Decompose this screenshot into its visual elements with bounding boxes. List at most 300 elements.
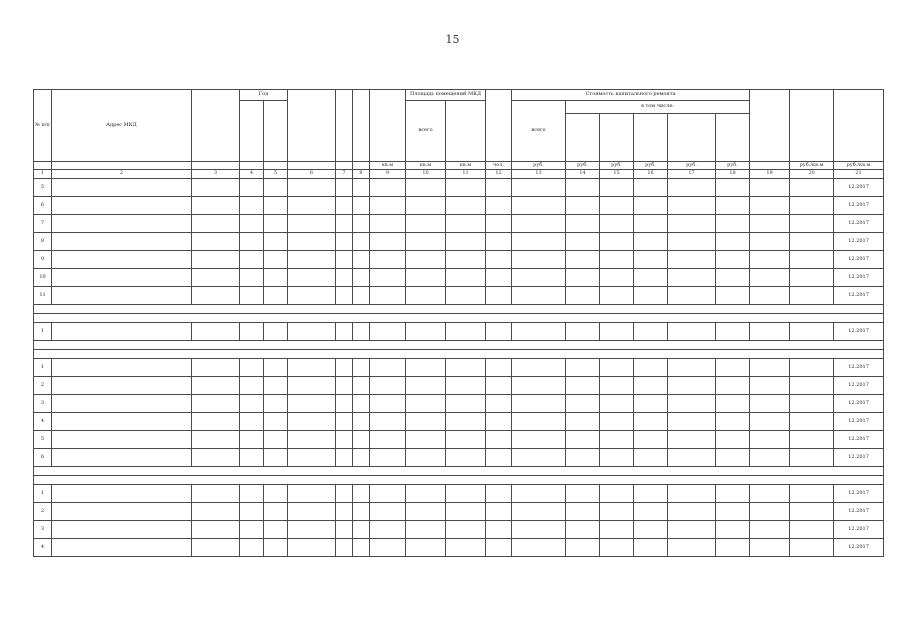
col-num: 6 (288, 170, 336, 179)
cell (52, 197, 192, 215)
cell (52, 269, 192, 287)
cell (370, 503, 406, 521)
cell (52, 215, 192, 233)
cell (668, 539, 716, 557)
cell (240, 539, 264, 557)
cell (336, 521, 353, 539)
cell-no: 4 (34, 413, 52, 431)
cell (600, 287, 634, 305)
cell-no: 2 (34, 503, 52, 521)
cell (512, 233, 566, 251)
cell (353, 449, 370, 467)
cell (668, 179, 716, 197)
cell (406, 539, 446, 557)
cell (353, 377, 370, 395)
cell (634, 503, 668, 521)
cell (600, 251, 634, 269)
cell (790, 233, 834, 251)
cell (790, 215, 834, 233)
col-num: 7 (336, 170, 353, 179)
header-area: Площадь помещений МКД (406, 90, 486, 101)
cell (370, 521, 406, 539)
cell (790, 395, 834, 413)
cell (750, 377, 790, 395)
cell (406, 251, 446, 269)
cell (790, 359, 834, 377)
summary-row (34, 476, 884, 485)
cell (406, 179, 446, 197)
cell (336, 539, 353, 557)
cell (353, 431, 370, 449)
cell (192, 287, 240, 305)
cell (406, 431, 446, 449)
cell (600, 179, 634, 197)
cell (600, 197, 634, 215)
cell (716, 233, 750, 251)
cell (600, 431, 634, 449)
cell (790, 197, 834, 215)
cell (240, 359, 264, 377)
cell (790, 521, 834, 539)
cell (406, 377, 446, 395)
cell (790, 251, 834, 269)
unit-cell: руб. (634, 162, 668, 170)
cell (668, 449, 716, 467)
cell (446, 377, 486, 395)
col-num: 10 (406, 170, 446, 179)
cell (288, 377, 336, 395)
cell (512, 431, 566, 449)
cell-year: 12.2017 (834, 269, 884, 287)
cell (446, 413, 486, 431)
summary-row (34, 305, 884, 314)
cell-year: 12.2017 (834, 395, 884, 413)
cell (192, 449, 240, 467)
cell (240, 287, 264, 305)
cell-no: 5 (34, 179, 52, 197)
unit-cell: руб./кв.м (790, 162, 834, 170)
cell (288, 287, 336, 305)
cell (716, 431, 750, 449)
cell (192, 539, 240, 557)
cell (52, 377, 192, 395)
cell (264, 233, 288, 251)
cell (668, 323, 716, 341)
cell (240, 503, 264, 521)
cell (566, 287, 600, 305)
cell (566, 197, 600, 215)
cell (336, 395, 353, 413)
cell (353, 323, 370, 341)
cell (353, 485, 370, 503)
cell (336, 503, 353, 521)
cell (486, 377, 512, 395)
unit-cell: кв.м (406, 162, 446, 170)
unit-cell: руб. (600, 162, 634, 170)
cell (52, 413, 192, 431)
column-numbers-row (34, 170, 884, 179)
cell (52, 323, 192, 341)
cell-year: 12.2017 (834, 521, 884, 539)
cell (790, 179, 834, 197)
cell (406, 413, 446, 431)
header-col-21 (834, 90, 884, 162)
cell (192, 251, 240, 269)
cell (790, 287, 834, 305)
cell (486, 251, 512, 269)
cell (264, 269, 288, 287)
cell (370, 377, 406, 395)
cell-no: 2 (34, 377, 52, 395)
cell (486, 323, 512, 341)
table-row (34, 377, 884, 395)
header-col-3 (192, 90, 240, 162)
cell (600, 485, 634, 503)
cell (353, 197, 370, 215)
cell (486, 521, 512, 539)
cell (512, 323, 566, 341)
cell (512, 503, 566, 521)
cell (446, 251, 486, 269)
col-num: 1 (34, 170, 52, 179)
cell (512, 179, 566, 197)
cell (192, 215, 240, 233)
cell (668, 269, 716, 287)
cell-year: 12.2017 (834, 197, 884, 215)
cell (566, 503, 600, 521)
summary-row (34, 467, 884, 476)
cell (406, 215, 446, 233)
cell (406, 323, 446, 341)
table-row (34, 413, 884, 431)
table-body-c (34, 359, 884, 467)
cell-year: 12.2017 (834, 233, 884, 251)
header-col-11 (446, 101, 486, 162)
cell (790, 377, 834, 395)
cell (370, 485, 406, 503)
cell-no: 5 (34, 431, 52, 449)
cell (634, 269, 668, 287)
cell (288, 233, 336, 251)
cell (634, 539, 668, 557)
cell (336, 179, 353, 197)
cell (600, 539, 634, 557)
cell (600, 359, 634, 377)
cell (446, 503, 486, 521)
cell (192, 431, 240, 449)
cell (512, 521, 566, 539)
cell (264, 359, 288, 377)
cell (600, 269, 634, 287)
cell (750, 413, 790, 431)
cell (264, 503, 288, 521)
cell (336, 251, 353, 269)
cell (240, 377, 264, 395)
cell (353, 179, 370, 197)
cell (750, 269, 790, 287)
cell (353, 503, 370, 521)
cell (716, 521, 750, 539)
cell (336, 215, 353, 233)
cell (512, 359, 566, 377)
cell (750, 287, 790, 305)
cell (486, 215, 512, 233)
cell (566, 431, 600, 449)
col-num: 15 (600, 170, 634, 179)
header-col-8 (353, 90, 370, 162)
cell (446, 215, 486, 233)
col-num: 17 (668, 170, 716, 179)
cell-year: 12.2017 (834, 413, 884, 431)
cell (336, 197, 353, 215)
cell (192, 269, 240, 287)
cell (240, 323, 264, 341)
cell (750, 449, 790, 467)
cell (790, 413, 834, 431)
cell (52, 395, 192, 413)
cell (370, 359, 406, 377)
cell-no: 10 (34, 269, 52, 287)
cell (336, 287, 353, 305)
cell-no: 3 (34, 395, 52, 413)
cell (566, 395, 600, 413)
cell (600, 215, 634, 233)
unit-cell: руб. (512, 162, 566, 170)
header-col-16 (634, 114, 668, 162)
cell (512, 197, 566, 215)
cell-no: 6 (34, 197, 52, 215)
col-num: 8 (353, 170, 370, 179)
summary-row (34, 314, 884, 323)
cell (52, 251, 192, 269)
cell (486, 431, 512, 449)
cell (336, 485, 353, 503)
cell (288, 503, 336, 521)
cell (446, 359, 486, 377)
cell (600, 395, 634, 413)
cell (370, 269, 406, 287)
cell-year: 12.2017 (834, 251, 884, 269)
cell (264, 449, 288, 467)
cell (512, 251, 566, 269)
cell (634, 215, 668, 233)
col-num: 13 (512, 170, 566, 179)
cell (370, 233, 406, 251)
cell (353, 359, 370, 377)
cell (264, 377, 288, 395)
cell (192, 503, 240, 521)
cell (486, 359, 512, 377)
cell (264, 485, 288, 503)
cell (486, 269, 512, 287)
col-num: 18 (716, 170, 750, 179)
col-num: 11 (446, 170, 486, 179)
cell (370, 287, 406, 305)
cell (790, 323, 834, 341)
cell (668, 377, 716, 395)
header-col-20 (790, 90, 834, 162)
cell (634, 377, 668, 395)
cell (790, 269, 834, 287)
cell (370, 251, 406, 269)
cell (716, 449, 750, 467)
cell (264, 197, 288, 215)
header-col-9 (370, 90, 406, 162)
cell-year: 12.2017 (834, 287, 884, 305)
cell (192, 395, 240, 413)
cell (716, 485, 750, 503)
cell (668, 215, 716, 233)
cell-no: 9 (34, 251, 52, 269)
cell (353, 539, 370, 557)
unit-cell: руб. (716, 162, 750, 170)
cell (406, 233, 446, 251)
cell (52, 449, 192, 467)
cell (634, 413, 668, 431)
cell (406, 485, 446, 503)
cell (668, 395, 716, 413)
cell (566, 413, 600, 431)
cell (790, 449, 834, 467)
unit-cell: кв.м (446, 162, 486, 170)
unit-cell: руб. (566, 162, 600, 170)
cell (716, 323, 750, 341)
cell (716, 251, 750, 269)
header-row-1 (34, 90, 884, 101)
cell (668, 413, 716, 431)
cell (288, 251, 336, 269)
cell (486, 179, 512, 197)
cell (52, 539, 192, 557)
cell (750, 215, 790, 233)
table-body-a (34, 179, 884, 305)
cell (446, 197, 486, 215)
cell (336, 413, 353, 431)
cell (336, 431, 353, 449)
cell (512, 269, 566, 287)
table-row (34, 449, 884, 467)
cell (406, 521, 446, 539)
cell (750, 359, 790, 377)
repair-register-table (33, 89, 884, 557)
cell (486, 395, 512, 413)
cell (566, 215, 600, 233)
table-row (34, 215, 884, 233)
cell-year: 12.2017 (834, 503, 884, 521)
cell (240, 251, 264, 269)
cell (566, 521, 600, 539)
cell (370, 539, 406, 557)
cell (370, 197, 406, 215)
cell (716, 377, 750, 395)
cell (288, 485, 336, 503)
cell (192, 323, 240, 341)
cell (634, 251, 668, 269)
cell (264, 539, 288, 557)
cell (566, 323, 600, 341)
cell (566, 179, 600, 197)
cell (634, 395, 668, 413)
cell (750, 179, 790, 197)
header-col-7 (336, 90, 353, 162)
cell (668, 521, 716, 539)
cell (600, 503, 634, 521)
cell (370, 413, 406, 431)
cell (288, 449, 336, 467)
cell-no: 8 (34, 233, 52, 251)
cell (486, 197, 512, 215)
cell (716, 503, 750, 521)
cell (512, 413, 566, 431)
cell (192, 197, 240, 215)
cell (52, 521, 192, 539)
cell (634, 233, 668, 251)
header-area-total: всего (406, 101, 446, 162)
cell (446, 179, 486, 197)
cell (288, 323, 336, 341)
cell-no: 4 (34, 539, 52, 557)
cell (486, 539, 512, 557)
table-row (34, 179, 884, 197)
cell (716, 215, 750, 233)
cell (288, 395, 336, 413)
header-cost-total: всего (512, 101, 566, 162)
table-row (34, 233, 884, 251)
cell (446, 233, 486, 251)
cell (512, 215, 566, 233)
cell (634, 431, 668, 449)
cell (264, 413, 288, 431)
cell (750, 233, 790, 251)
col-num: 3 (192, 170, 240, 179)
table-row (34, 521, 884, 539)
cell (600, 233, 634, 251)
table-row (34, 287, 884, 305)
cell (52, 485, 192, 503)
cell (240, 521, 264, 539)
cell (406, 359, 446, 377)
cell (600, 413, 634, 431)
cell (750, 197, 790, 215)
cell (240, 269, 264, 287)
cell (668, 287, 716, 305)
cell (240, 215, 264, 233)
table-row (34, 395, 884, 413)
cell (446, 269, 486, 287)
header-cost-sub: в том числе: (566, 101, 750, 114)
cell (486, 449, 512, 467)
cell (668, 251, 716, 269)
header-col-15 (600, 114, 634, 162)
cell (370, 323, 406, 341)
cell (634, 323, 668, 341)
header-col-14 (566, 114, 600, 162)
cell (406, 287, 446, 305)
cell (486, 287, 512, 305)
col-num: 4 (240, 170, 264, 179)
cell (512, 539, 566, 557)
cell (716, 179, 750, 197)
cell (353, 215, 370, 233)
cell (716, 413, 750, 431)
cell (353, 269, 370, 287)
cell (370, 395, 406, 413)
col-num: 9 (370, 170, 406, 179)
cell (353, 251, 370, 269)
header-col-12 (486, 90, 512, 162)
cell (600, 449, 634, 467)
cell (668, 233, 716, 251)
